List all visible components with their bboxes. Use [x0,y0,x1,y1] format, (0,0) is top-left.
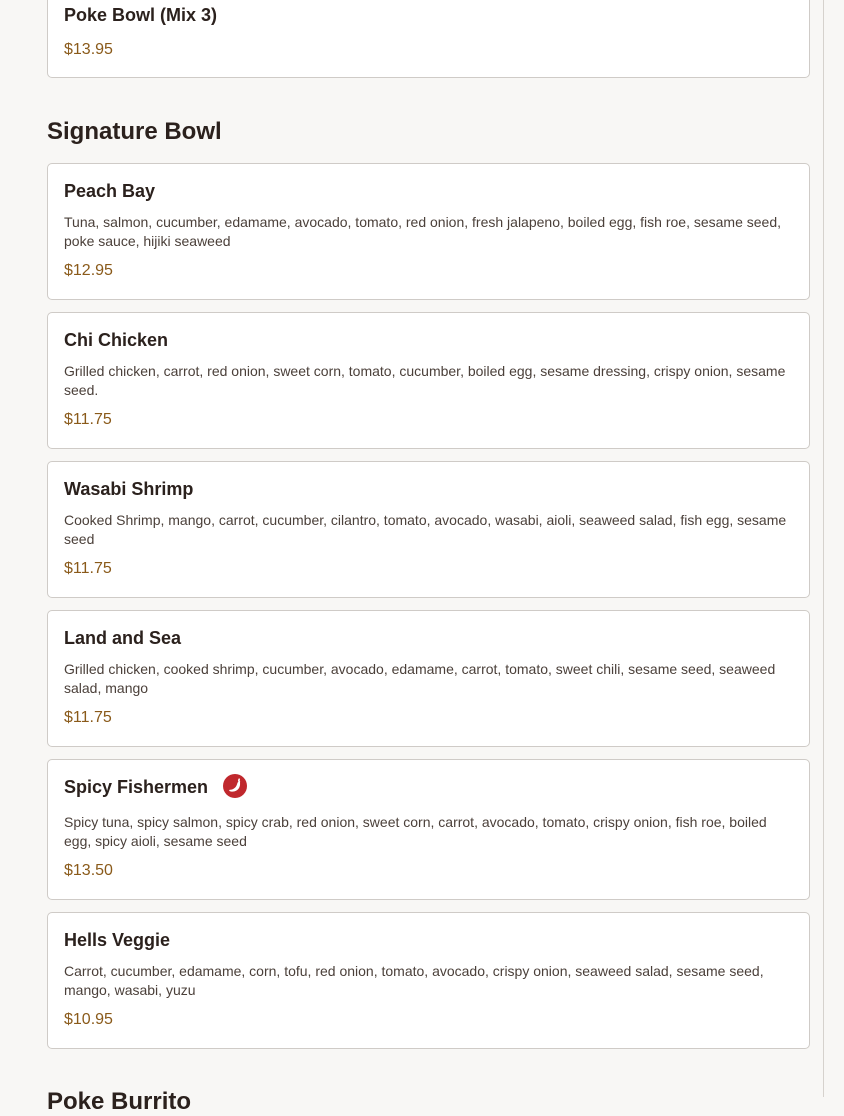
menu-item-description: Grilled chicken, cooked shrimp, cucumber, avocado, edamame, carrot, tomato, sweet chili, sesame seed, seaweed salad, mango [64,661,776,696]
menu-item-price: $11.75 [64,560,112,577]
spicy-pepper-icon [223,774,247,798]
menu-item-card[interactable] [47,461,810,598]
menu-item-price: $11.75 [64,709,112,726]
menu-item-description: Tuna, salmon, cucumber, edamame, avocado, tomato, red onion, fresh jalapeno, boiled egg, fish roe, sesame seed, poke sauce, hijiki seaweed [64,214,782,249]
menu-item-description: Spicy tuna, spicy salmon, spicy crab, red onion, sweet corn, carrot, avocado, tomato, crispy onion, fish roe, boiled egg, spicy aioli, sesame seed [64,814,767,849]
menu-item-price: $13.95 [64,41,113,58]
menu-item-name: Poke Bowl (Mix 3) [64,5,218,25]
section-title: Signature Bowl [47,118,222,145]
menu-item-card[interactable] [47,312,810,449]
menu-item-name-row [64,777,247,798]
menu-item-card[interactable] [47,912,810,1049]
menu-item-description: Carrot, cucumber, edamame, corn, tofu, red onion, tomato, avocado, crispy onion, seaweed salad, sesame seed, mango, wasabi, yuzu [64,963,764,998]
menu-item-card[interactable] [47,610,810,747]
menu-item-description: Grilled chicken, carrot, red onion, sweet corn, tomato, cucumber, boiled egg, sesame dressing, crispy onion, sesame seed. [64,363,786,398]
menu-item-name: Chi Chicken [64,330,169,350]
menu-item-price: $10.95 [64,1011,113,1028]
menu-item-price: $11.75 [64,411,112,428]
menu-item-name: Land and Sea [64,628,182,648]
menu-item-name: Hells Veggie [64,930,171,950]
menu-item-price: $13.50 [64,862,113,879]
menu-item-name: Spicy Fishermen [64,777,209,797]
menu-item-card[interactable] [47,0,810,78]
menu-item-description: Cooked Shrimp, mango, carrot, cucumber, cilantro, tomato, avocado, wasabi, aioli, seaweed salad, fish egg, sesame seed [64,512,787,547]
menu-item-card[interactable] [47,759,810,900]
menu-item-card[interactable] [47,163,810,300]
menu-item-name: Peach Bay [64,181,156,201]
section-title-next: Poke Burrito [47,1088,192,1115]
menu-item-name: Wasabi Shrimp [64,479,194,499]
menu-item-price: $12.95 [64,262,113,279]
